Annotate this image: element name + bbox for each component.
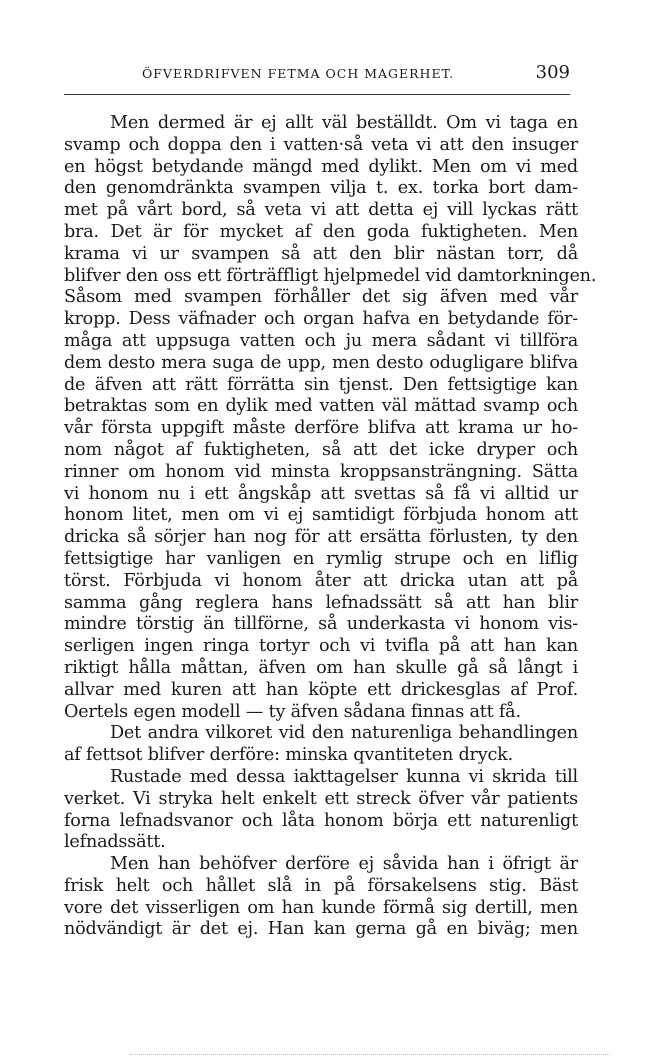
text-line: måga att uppsuga vatten och ju mera sådant vi tillföra: [64, 330, 578, 351]
text-line: serligen ingen ringa tortyr och vi tvifla på att han kan: [64, 636, 578, 657]
text-line: törst. Förbjuda vi honom åter att dricka utan att på: [64, 570, 578, 591]
text-line: vår första uppgift måste derföre blifva att krama ur ho-: [64, 418, 578, 439]
text-line: Men han behöfver derföre ej såvida han i öfrigt är: [110, 854, 578, 875]
text-line: verket. Vi stryka helt enkelt ett streck öfver vår patients: [64, 788, 578, 809]
text-line: honom litet, men om vi ej samtidigt förbjuda honom att: [64, 505, 578, 526]
text-line: blifver den oss ett förträffligt hjelpmedel vid damtorkningen.: [64, 265, 597, 286]
text-line: bra. Det är för mycket af den goda fuktigheten. Men: [64, 221, 578, 242]
text-line: riktigt hålla måttan, äfven om han skulle gå så långt i: [64, 657, 578, 678]
text-line: vi honom nu i ett ångskåp att svettas så få vi alltid ur: [64, 483, 578, 504]
running-head: ÖFVERDRIFVEN FETMA OCH MAGERHET.: [142, 66, 455, 81]
text-line: Men dermed är ej allt väl beställdt. Om vi taga en: [110, 113, 578, 133]
page-edge-speckle: [130, 1054, 610, 1056]
text-line: lefnadssätt.: [64, 832, 166, 853]
text-line: dem desto mera suga de upp, men desto odugligare blifva: [64, 352, 578, 373]
text-line: Oertels egen modell — ty äfven sådana finnas att få.: [64, 701, 521, 722]
text-line: vore det visserligen om han kunde förmå sig dertill, men: [64, 897, 578, 918]
text-line: kropp. Dess väfnader och organ hafva en betydande för-: [64, 309, 578, 330]
text-line: mindre törstig än tillförne, så underkasta vi honom vis-: [64, 614, 578, 635]
text-line: krama vi ur svampen så att den blir nästan torr, då: [64, 243, 578, 264]
header-rule: [64, 94, 570, 95]
text-line: den genomdränkta svampen vilja t. ex. torka bort dam-: [64, 178, 578, 199]
text-line: samma gång reglera hans lefnadssätt så att han blir: [64, 592, 578, 613]
text-line: nom något af fuktigheten, så att det icke dryper och: [64, 439, 578, 460]
text-line: nödvändigt är det ej. Han kan gerna gå en biväg; men: [64, 919, 578, 940]
text-line: betraktas som en dylik med vatten väl mättad svamp och: [64, 396, 578, 417]
page-number: 309: [535, 62, 570, 83]
text-line: Rustade med dessa iakttagelser kunna vi skrida till: [110, 766, 578, 787]
text-line: svamp och doppa den i vatten·så veta vi att den insuger: [64, 134, 578, 155]
text-line: forna lefnadsvanor och låta honom börja ett naturenligt: [64, 810, 578, 831]
text-line: de äfven att rätt förrätta sin tjenst. Den fettsigtige kan: [64, 374, 578, 395]
text-line: Såsom med svampen förhåller det sig äfven med vår: [64, 287, 578, 308]
text-line: frisk helt och hållet slå in på försakelsens stig. Bäst: [64, 875, 578, 896]
text-line: met på vårt bord, så veta vi att detta ej vill lyckas rätt: [64, 200, 578, 221]
text-line: rinner om honom vid minsta kroppsansträngning. Sätta: [64, 461, 578, 482]
text-line: af fettsot blifver derföre: minska qvantiteten dryck.: [64, 745, 513, 766]
text-line: Det andra vilkoret vid den naturenliga behandlingen: [110, 723, 578, 744]
text-line: en högst betydande mängd med dylikt. Men om vi med: [64, 156, 578, 177]
body-text: [64, 113, 597, 941]
text-line: allvar med kuren att han köpte ett drickesglas af Prof.: [64, 679, 578, 700]
page-header: [64, 62, 570, 86]
text-line: dricka så sörjer han nog för att ersätta förlusten, ty den: [64, 527, 578, 548]
text-line: fettsigtige har vanligen en rymlig strupe och en liflig: [64, 548, 578, 569]
